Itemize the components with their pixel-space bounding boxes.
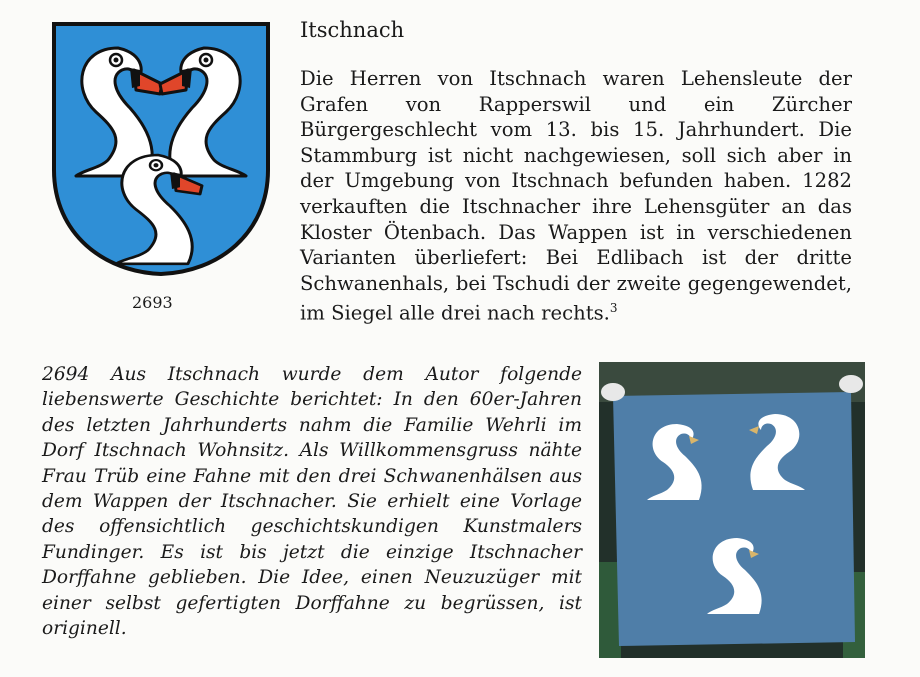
history-paragraph (300, 66, 852, 326)
flag-story: 2694 Aus Itschnach wurde dem Autor folgende liebenswerte Geschichte berichtet: In den 60er-Jahren des letzten Jahrhunderts nahm die Familie Wehrli im Dorf Itschnach Wohnsitz. Als Willkommensgruss nähte Frau Trüb eine Fahne mit den drei Schwanenhälsen aus dem Wappen der Itschnacher. Sie erhielt eine Vorlage des offensichtlich geschichtskundigen Kunstmalers Fundinger. Es ist bis jetzt die einzige Itschnacher Dorffahne geblieben. Die Idee, einen Neuzuzüger mit einer selbst gefertigten Dorffahne zu begrüssen, ist originell. (42, 364, 582, 640)
flag-photo (599, 362, 865, 658)
footnote-marker: 3 (609, 301, 618, 316)
section-heading: Itschnach (300, 18, 405, 42)
coat-of-arms (50, 20, 272, 278)
history-text: Die Herren von Itschnach waren Lehensleute der Grafen von Rapperswil und ein Zürcher Bürgergeschlecht vom 13. bis 15. Jahrhundert. Die Stammburg ist nicht nachgewiesen, soll sich aber in der Umgebung von Itschnach befunden haben. 1282 verkauften die Itschnacher ihre Lehensgüter an das Kloster Ötenbach. Das Wappen ist in verschiedenen Varianten überliefert: Bei Edlibach ist der dritte Schwanenhals, bei Tschudi der zweite gegengewendet, im Siegel alle drei nach rechts. (300, 67, 852, 325)
coat-caption: 2693 (132, 293, 173, 312)
